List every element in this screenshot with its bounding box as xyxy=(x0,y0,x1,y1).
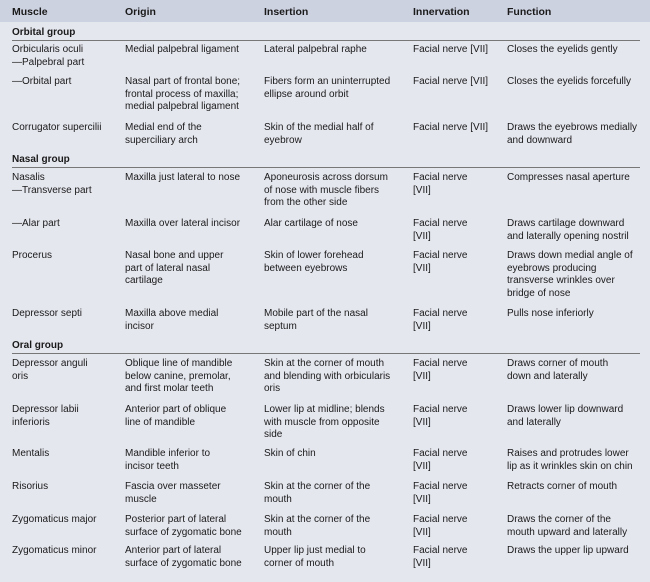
cell-line: with muscle from opposite xyxy=(264,416,380,428)
cell-line: [VII] xyxy=(413,526,431,538)
insertion-cell xyxy=(264,514,404,539)
muscle-cell xyxy=(12,44,120,69)
function-cell xyxy=(507,545,643,558)
function-cell xyxy=(507,308,643,321)
insertion-cell xyxy=(264,308,404,333)
cell-line: Maxilla just lateral to nose xyxy=(125,172,241,183)
cell-line: Zygomaticus major xyxy=(12,514,97,525)
origin-cell xyxy=(125,481,255,506)
cell-line: Depressor septi xyxy=(12,308,83,319)
innervation-cell xyxy=(413,250,503,275)
cell-line: Skin at the corner of the xyxy=(264,481,371,492)
origin-cell xyxy=(125,44,255,57)
function-cell xyxy=(507,172,643,185)
origin-cell xyxy=(125,76,255,114)
origin-cell xyxy=(125,545,255,570)
cell-line: Facial nerve xyxy=(413,308,468,319)
innervation-cell xyxy=(413,122,503,135)
cell-line: mouth xyxy=(264,526,292,538)
function-cell xyxy=(507,76,643,89)
cell-line: of nose with muscle fibers xyxy=(264,184,380,196)
cell-line: Orbicularis oculi xyxy=(12,44,84,55)
innervation-cell xyxy=(413,308,503,333)
insertion-cell xyxy=(264,481,404,506)
cell-line: Nasal part of frontal bone; xyxy=(125,76,241,87)
cell-line: Risorius xyxy=(12,481,49,492)
cell-line: Mobile part of the nasal xyxy=(264,308,368,319)
function-cell xyxy=(507,250,643,300)
cell-line: inferioris xyxy=(12,416,50,428)
muscle-cell xyxy=(12,358,120,383)
cell-line: superciliary arch xyxy=(125,134,198,146)
insertion-cell xyxy=(264,76,404,101)
cell-line: Alar cartilage of nose xyxy=(264,218,358,229)
cell-line: Mandible inferior to xyxy=(125,448,211,459)
cell-line: Skin at the corner of the xyxy=(264,514,371,525)
cell-line: Compresses nasal aperture xyxy=(507,172,630,183)
cell-line: side xyxy=(264,429,283,440)
muscle-cell xyxy=(12,250,120,263)
cell-line: Facial nerve xyxy=(413,545,468,556)
cell-line: —Transverse part xyxy=(12,184,92,196)
insertion-cell xyxy=(264,448,404,461)
muscle-cell xyxy=(12,545,120,558)
cell-line: —Alar part xyxy=(12,218,60,229)
cell-line: [VII] xyxy=(413,184,431,196)
cell-line: Closes the eyelids forcefully xyxy=(507,76,631,87)
innervation-cell xyxy=(413,404,503,429)
group-rule xyxy=(12,167,640,168)
function-cell xyxy=(507,514,643,539)
cell-line: Maxilla above medial xyxy=(125,308,219,319)
cell-line: [VII] xyxy=(413,230,431,242)
cell-line: cartilage xyxy=(125,275,163,286)
function-cell xyxy=(507,404,643,429)
function-cell xyxy=(507,358,643,383)
cell-line: mouth upward and laterally xyxy=(507,526,628,538)
cell-line: Procerus xyxy=(12,250,53,261)
innervation-cell xyxy=(413,514,503,539)
cell-line: transverse wrinkles over xyxy=(507,275,615,286)
cell-line: and first molar teeth xyxy=(125,383,214,394)
cell-line: Facial nerve xyxy=(413,481,468,492)
muscle-cell xyxy=(12,514,120,527)
cell-line: [VII] xyxy=(413,493,431,505)
header-muscle: Muscle xyxy=(12,6,48,18)
cell-line: and laterally xyxy=(507,416,561,428)
cell-line: muscle xyxy=(125,493,157,505)
cell-line: oris xyxy=(12,370,29,382)
cell-line: [VII] xyxy=(413,416,431,428)
cell-line: Draws the upper lip upward xyxy=(507,545,629,556)
cell-line: Nasal bone and upper xyxy=(125,250,224,261)
insertion-cell xyxy=(264,545,404,570)
cell-line: Facial nerve xyxy=(413,172,468,183)
cell-line: frontal process of maxilla; xyxy=(125,88,239,100)
cell-line: Mentalis xyxy=(12,448,50,459)
innervation-cell xyxy=(413,44,503,57)
function-cell xyxy=(507,218,643,243)
cell-line: Draws cartilage downward xyxy=(507,218,625,229)
cell-line: —Palpebral part xyxy=(12,56,85,68)
group-title: Nasal group xyxy=(12,154,70,165)
origin-cell xyxy=(125,514,255,539)
group-rule xyxy=(12,40,640,41)
cell-line: Anterior part of oblique xyxy=(125,404,227,415)
origin-cell xyxy=(125,358,255,396)
cell-line: Oblique line of mandible xyxy=(125,358,233,369)
cell-line: [VII] xyxy=(413,460,431,472)
cell-line: medial palpebral ligament xyxy=(125,101,239,112)
group-title: Oral group xyxy=(12,340,64,351)
origin-cell xyxy=(125,448,255,473)
cell-line: [VII] xyxy=(413,557,431,569)
header-insertion: Insertion xyxy=(264,6,309,18)
origin-cell xyxy=(125,218,255,231)
cell-line: part of lateral nasal xyxy=(125,262,211,274)
muscle-cell xyxy=(12,448,120,461)
origin-cell xyxy=(125,122,255,147)
cell-line: Draws the corner of the xyxy=(507,514,611,525)
cell-line: Skin of lower forehead xyxy=(264,250,364,261)
innervation-cell xyxy=(413,358,503,383)
cell-line: Facial nerve xyxy=(413,448,468,459)
muscle-cell xyxy=(12,218,120,231)
cell-line: oris xyxy=(264,383,281,394)
cell-line: Draws the eyebrows medially xyxy=(507,122,638,133)
cell-line: [VII] xyxy=(413,262,431,274)
innervation-cell xyxy=(413,76,503,89)
insertion-cell xyxy=(264,404,404,442)
cell-line: septum xyxy=(264,320,297,332)
cell-line: incisor xyxy=(125,320,154,332)
cell-line: Upper lip just medial to xyxy=(264,545,366,556)
cell-line: Fibers form an uninterrupted xyxy=(264,76,391,87)
cell-line: Maxilla over lateral incisor xyxy=(125,218,241,229)
cell-line: Depressor anguli xyxy=(12,358,88,369)
cell-line: eyebrow xyxy=(264,134,302,146)
insertion-cell xyxy=(264,44,404,57)
insertion-cell xyxy=(264,250,404,275)
cell-line: Facial nerve xyxy=(413,358,468,369)
cell-line: ellipse around orbit xyxy=(264,88,349,100)
header-innervation: Innervation xyxy=(413,6,470,18)
cell-line: mouth xyxy=(264,493,292,505)
cell-line: Corrugator supercilii xyxy=(12,122,102,133)
cell-line: —Orbital part xyxy=(12,76,72,87)
cell-line: Facial nerve [VII] xyxy=(413,76,489,87)
cell-line: Draws lower lip downward xyxy=(507,404,624,415)
origin-cell xyxy=(125,308,255,333)
muscle-cell xyxy=(12,76,120,89)
group-title: Orbital group xyxy=(12,27,76,38)
cell-line: Raises and protrudes lower xyxy=(507,448,629,459)
cell-line: Pulls nose inferiorly xyxy=(507,308,594,319)
cell-line: Facial nerve xyxy=(413,250,468,261)
cell-line: [VII] xyxy=(413,320,431,332)
cell-line: Facial nerve xyxy=(413,404,468,415)
muscle-cell xyxy=(12,404,120,429)
cell-line: between eyebrows xyxy=(264,262,348,274)
cell-line: [VII] xyxy=(413,370,431,382)
cell-line: Draws down medial angle of xyxy=(507,250,633,261)
cell-line: and laterally opening nostril xyxy=(507,230,629,242)
table-header xyxy=(0,0,650,22)
cell-line: Draws corner of mouth xyxy=(507,358,609,369)
cell-line: and downward xyxy=(507,134,573,146)
origin-cell xyxy=(125,250,255,288)
cell-line: Facial nerve [VII] xyxy=(413,122,489,133)
muscle-cell xyxy=(12,172,120,197)
cell-line: bridge of nose xyxy=(507,287,571,299)
cell-line: Posterior part of lateral xyxy=(125,514,227,525)
cell-line: Medial end of the xyxy=(125,122,202,133)
cell-line: Anterior part of lateral xyxy=(125,545,222,556)
cell-line: down and laterally xyxy=(507,370,588,382)
cell-line: Facial nerve [VII] xyxy=(413,44,489,55)
innervation-cell xyxy=(413,481,503,506)
cell-line: from the other side xyxy=(264,197,348,208)
innervation-cell xyxy=(413,545,503,570)
header-origin: Origin xyxy=(125,6,156,18)
cell-line: Depressor labii xyxy=(12,404,79,415)
cell-line: surface of zygomatic bone xyxy=(125,557,242,569)
origin-cell xyxy=(125,404,255,429)
cell-line: Zygomaticus minor xyxy=(12,545,97,556)
cell-line: Facial nerve xyxy=(413,218,468,229)
muscle-cell xyxy=(12,481,120,494)
cell-line: line of mandible xyxy=(125,416,196,428)
cell-line: Retracts corner of mouth xyxy=(507,481,618,492)
cell-line: Lateral palpebral raphe xyxy=(264,44,367,55)
insertion-cell xyxy=(264,172,404,210)
cell-line: Lower lip at midline; blends xyxy=(264,404,385,415)
cell-line: below canine, premolar, xyxy=(125,370,231,382)
cell-line: surface of zygomatic bone xyxy=(125,526,242,538)
header-function: Function xyxy=(507,6,552,18)
cell-line: Facial nerve xyxy=(413,514,468,525)
cell-line: Skin of chin xyxy=(264,448,316,459)
cell-line: incisor teeth xyxy=(125,460,179,472)
insertion-cell xyxy=(264,218,404,231)
muscle-cell xyxy=(12,308,120,321)
innervation-cell xyxy=(413,218,503,243)
origin-cell xyxy=(125,172,255,185)
group-rule xyxy=(12,353,640,354)
function-cell xyxy=(507,122,643,147)
function-cell xyxy=(507,448,643,473)
function-cell xyxy=(507,44,643,57)
insertion-cell xyxy=(264,122,404,147)
cell-line: Nasalis xyxy=(12,172,45,183)
cell-line: Fascia over masseter xyxy=(125,481,221,492)
function-cell xyxy=(507,481,643,494)
cell-line: Medial palpebral ligament xyxy=(125,44,239,55)
innervation-cell xyxy=(413,448,503,473)
cell-line: Closes the eyelids gently xyxy=(507,44,618,55)
cell-line: and blending with orbicularis xyxy=(264,370,391,382)
cell-line: Skin at the corner of mouth xyxy=(264,358,385,369)
cell-line: Skin of the medial half of xyxy=(264,122,374,133)
innervation-cell xyxy=(413,172,503,197)
cell-line: corner of mouth xyxy=(264,557,335,569)
muscle-cell xyxy=(12,122,120,135)
insertion-cell xyxy=(264,358,404,396)
cell-line: eyebrows producing xyxy=(507,262,597,274)
cell-line: Aponeurosis across dorsum xyxy=(264,172,388,183)
cell-line: lip as it wrinkles skin on chin xyxy=(507,460,633,472)
